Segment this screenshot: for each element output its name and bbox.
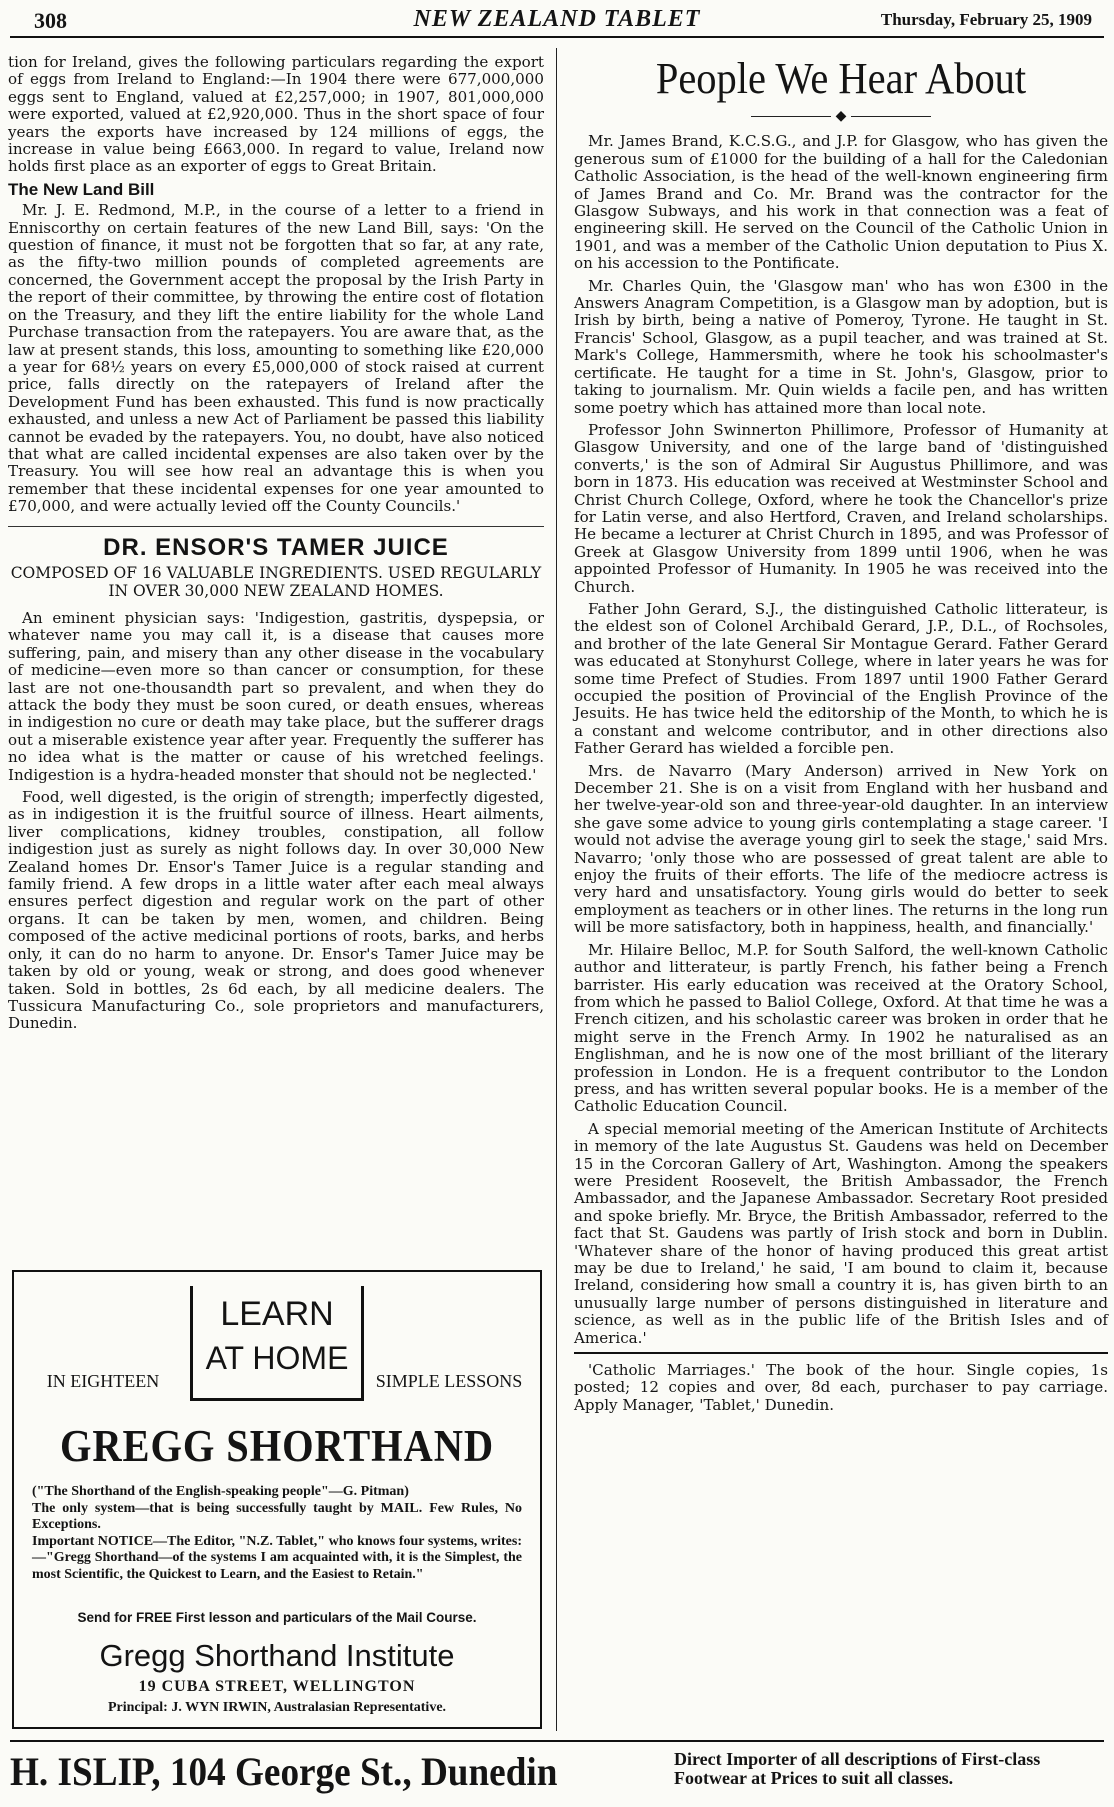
page-header [10,6,1104,38]
gregg-send-line: Send for FREE First lesson and particulars of the Mail Course. [77,1610,477,1625]
page-number: 308 [34,8,67,33]
gregg-headline: GREGG SHORTHAND [59,1421,494,1471]
ensor-ad-subtitle: COMPOSED OF 16 VALUABLE INGREDIENTS. USED REGULARLY IN OVER 30,000 NEW ZEALAND HOMES. [10,563,542,600]
diamond-icon: ◆ [835,108,847,124]
column-divider [556,48,557,1731]
ensor-paragraph-2: Food, well digested, is the origin of strength; imperfectly digested, as in indigestion it is the fruitful source of illness. Heart ailments, liver complications, kidney troubles, constipation, all follow indigestion just as surely as night follows day. In over 30,000 New Zealand homes Dr. Ensor's Tamer Juice is a regular standing and family friend. A few drops in a little water after each meal always ensures perfect digestion and regular work on the part of other organs. It can be taken by men, women, and children. Being composed of the active medicinal portions of roots, barks, and herbs only, it can do no harm to anyone. Dr. Ensor's Tamer Juice may be taken by old or young, weak or strong, and does good whenever taken. Sold in bottles, 2s 6d each, by all medicine dealers. The Tussicura Manufacturing Co., sole proprietors and manufacturers, Dunedin. [8,788,544,1033]
gregg-right-side: SIMPLE LESSONS [375,1371,523,1391]
gregg-quote: ("The Shorthand of the English-speaking people"—G. Pitman) [32,1484,409,1499]
news-item: Mr. Charles Quin, the 'Glasgow man' who has won £300 in the Answers Anagram Competition, is a Glasgow man by adoption, but is Irish by birth, being a native of Pomeroy, Tyrone. He taught in St. Francis' School, Glasgow, as a pupil teacher, and was trained at St. Mark's College, Hammersmith, where he took his schoolmaster's certificate. He taught for a time in St. John's, Glasgow, prior to taking to journalism. Mr. Quin wields a facile pen, and has written some poetry which has attained more than local note. [574,276,1108,417]
news-item: Father John Gerard, S.J., the distinguished Catholic litterateur, is the eldest son of Colonel Archibald Gerard, J.P., D.L., of Rochsoles, and brother of the late General Sir Montague Gerard. Father Gerard was educated at Stonyhurst College, where in later years he was for some time Prefect of Studies. From 1897 until 1900 Father Gerard occupied the position of Provincial of the English Province of the Jesuits. He has twice held the editorship of the Month, to which he is a constant and welcome contributor, and in other directions also Father Gerard has wielded a forcible pen. [574,599,1108,758]
gregg-blurb-1: The only system—that is being successfully taught by MAIL. Few Rules, No Exceptions. [32,1500,522,1533]
learn-at-home-box [190,1286,364,1401]
ensor-paragraph-1: An eminent physician says: 'Indigestion, gastritis, dyspepsia, or whatever name you may call it, is a disease that causes more suffering, pain, and misery than any other disease in the vocabulary of medicine—even more so than cancer or consumption, for these last are not one-thousandth part so prevalent, and when they do attack the body they must be soon cured, or death ensues, whereas in indigestion no cure or death may take place, but the sufferer drags out a miserable existence year after year. Frequently the sufferer has no idea what is the matter or cause of his wretched feelings. Indigestion is a hydra-headed monster that should not be neglected.' [8,608,544,784]
section-rule [8,526,544,527]
ornament-divider [574,108,1108,125]
news-item: Mr. James Brand, K.C.S.G., and J.P. for Glasgow, who has given the generous sum of £1000 for the building of a hall for the Caledonian Catholic Association, is the head of the well-known engineering firm of James Brand and Co. Mr. Brand was the contractor for the Glasgow Subways, and his work in that connection was a feat of engineering skill. He served on the Council of the Catholic Union in 1901, and was a member of the Catholic Union deputation to Pius X. on his accession to the Pontificate. [574,132,1108,273]
news-item: Mr. Hilaire Belloc, M.P. for South Salford, the well-known Catholic author and litterateur, is partly French, his father being a French barrister. His early education was received at the Oratory School, from which he passed to Baliol College, Oxford. At that time he was a French citizen, and his scholastic career was broken in order that he might serve in the French Army. In 1902 he naturalised as an Englishman, and he is now one of the most brilliant of the literary profession in London. He is a frequent contributor to the London press, and has written several popular books. He is a member of the Catholic Education Council. [574,940,1108,1116]
catholic-marriages-notice: 'Catholic Marriages.' The book of the hour. Single copies, 1s posted; 12 copies and over, 8d each, purchaser to pay carriage. Apply Manager, 'Tablet,' Dunedin. [574,1361,1108,1414]
gregg-principal: Principal: J. WYN IRWIN, Australasian Representative. [107,1700,447,1715]
notice-rule [574,1352,1108,1354]
gregg-blurb [32,1484,522,1584]
footer-ad [10,1740,1104,1802]
gregg-left-side: IN EIGHTEEN [46,1371,160,1391]
left-column [8,54,544,1038]
issue-date: Thursday, February 25, 1909 [880,10,1092,29]
gregg-institute: Gregg Shorthand Institute [99,1638,455,1673]
gregg-blurb-2: Important NOTICE—The Editor, "N.Z. Tablet," who knows four systems, writes:—"Gregg Shorthand—of the systems I am acquainted with, it is the Simplest, the most Scientific, the Quickest to Learn, and the Easiest to Retain." [32,1533,522,1582]
people-title: People We Hear About [655,54,1027,103]
islip-name: H. ISLIP, 104 George St., Dunedin [10,1749,558,1794]
news-item: A special memorial meeting of the American Institute of Architects in memory of the late Augustus St. Gaudens was held on December 15 in the Corcoran Gallery of Art, Washington. Among the speakers were President Roosevelt, the British Ambassador, the French Ambassador, and the Japanese Ambassador. Secretary Root presided and spoke briefly. Mr. Bryce, the British Ambassador, referred to the fact that St. Gaudens was partly of Irish stock and born in Dublin. 'Whatever share of the honor of having produced this great artist may be due to Ireland,' he said, 'I am bound to claim it, because Ireland, considering how small a country it is, has given birth to an unusually large number of persons distinguished in literature and science, as well as in the public life of the British Isles and of America.' [574,1119,1108,1347]
ensor-ad-title: DR. ENSOR'S TAMER JUICE [103,533,449,561]
gregg-address: 19 CUBA STREET, WELLINGTON [138,1678,416,1695]
masthead-title: NEW ZEALAND TABLET [413,6,701,32]
news-item: Mrs. de Navarro (Mary Anderson) arrived in New York on December 21. She is on a visit from England with her husband and her twelve-year-old son and three-year-old daughter. In an interview she gave some advice to young girls contemplating a stage career. 'I would not advise the average young girl to seek the stage,' said Mrs. Navarro; 'only those who are possessed of great talent are able to enjoy the fruits of their efforts. The life of the mediocre actress is very hard and unsatisfactory. Young girls would do better to seek employment as teachers or in other lines. The returns in the long run will be more satisfactory, both in happiness, health, and financially.' [574,761,1108,937]
gregg-shorthand-ad [12,1270,542,1729]
land-bill-paragraph: Mr. J. E. Redmond, M.P., in the course of a letter to a friend in Enniscorthy on certain features of the new Land Bill, says: 'On the question of finance, it must not be forgotten that so far, at any rate, as the fifty-two million pounds of completed agreements are concerned, the Government accept the proposal by the Irish Party in the report of their committee, by throwing the entire cost of flotation on the Treasury, and they lift the entire liability for the whole Land Purchase transaction from the ratepayers. You are aware that, as the law at present stands, this loss, amounting to something like £20,000 a year for 68½ years on every £5,000,000 of stock raised at current price, falls directly on the ratepayers of Ireland after the Development Fund has been exhausted. This fund is now practically exhausted, and unless a new Act of Parliament be passed this liability cannot be evaded by the ratepayers. You, no doubt, have also noticed that what are called incidental expenses are also taken over by the Treasury. You will see how real an advantage this is when you remember that these incidental expenses for one year amounted to £70,000, and were actually levied off the County Councils.' [8,201,544,516]
land-bill-heading: The New Land Bill [8,179,155,199]
importer-text [674,1750,1040,1788]
eggs-paragraph: tion for Ireland, gives the following particulars regarding the export of eggs from Ireland to England:—In 1904 there were 677,000,000 eggs sent to England, valued at £2,257,000; in 1907, 801,000,000 were exported, valued at £2,920,000. Thus in the short space of four years the exports have increased by 124 millions of eggs, the increase in value being £663,000. In regard to value, Ireland now holds first place as an exporter of eggs to Great Britain. [8,53,544,176]
news-item: Professor John Swinnerton Phillimore, Professor of Humanity at Glasgow University, and one of the large band of 'distinguished converts,' is the son of Admiral Sir Augustus Phillimore, and was born in 1873. His education was received at Westminster School and Christ Church College, Oxford, where he took the Chancellor's prize for Latin verse, and also Hertford, Craven, and Ireland scholarships. He became a lecturer at Christ Church in 1895, and was Professor of Greek at Glasgow University from 1899 until 1906, when he was appointed Professor of Humanity. In 1905 he was received into the Church. [574,420,1108,596]
learn-line-1: LEARN [220,1295,334,1333]
importer-line-1: Direct Importer of all descriptions of First-class [674,1749,1041,1769]
right-column [574,54,1108,1419]
learn-line-2: AT HOME [205,1340,349,1376]
importer-line-2: Footwear at Prices to suit all classes. [674,1768,954,1788]
